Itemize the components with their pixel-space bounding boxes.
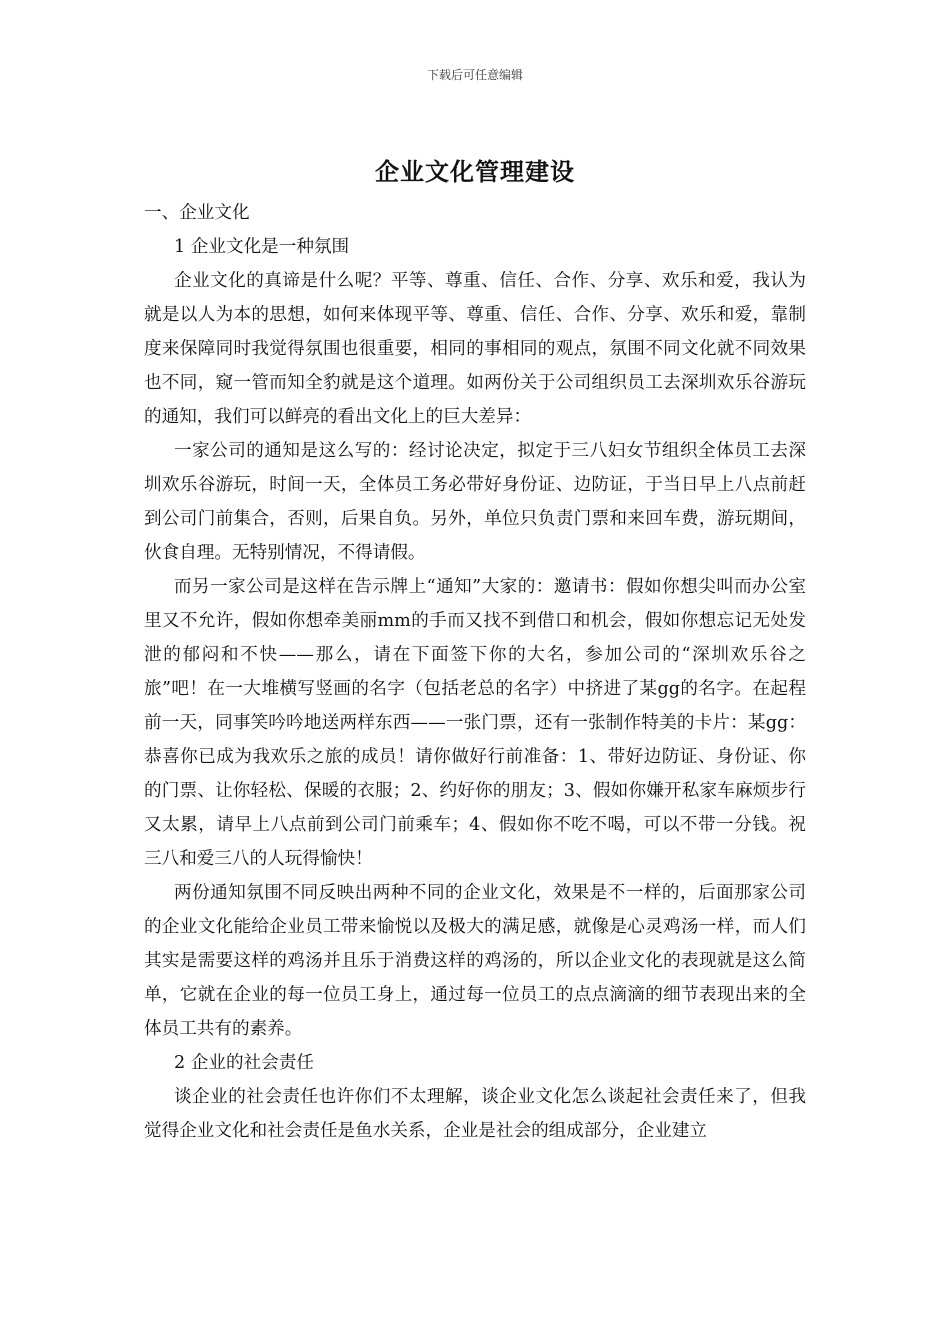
paragraph: 而另一家公司是这样在告示牌上“通知”大家的：邀请书：假如你想尖叫而办公室里又不允许，假如你想牵美丽mm的手而又找不到借口和机会，假如你想忘记无处发泄的郁闷和不快——那么，请在下面签下你的大名，参加公司的“深圳欢乐谷之旅”吧！在一大堆横写竖画的名字（包括老总的名字）中挤进了某gg的名字。在起程前一天，同事笑吟吟地送两样东西——一张门票，还有一张制作特美的卡片：某gg：恭喜你已成为我欢乐之旅的成员！请你做好行前准备：1、带好边防证、身份证、你的门票、让你轻松、保暖的衣服；2、约好你的朋友；3、假如你嫌开私家车麻烦步行又太累，请早上八点前到公司门前乘车；4、假如你不吃不喝，可以不带一分钱。祝三八和爱三八的人玩得愉快！ [144, 577, 806, 869]
paragraph: 一家公司的通知是这么写的：经讨论决定，拟定于三八妇女节组织全体员工去深圳欢乐谷游玩，时间一天，全体员工务必带好身份证、边防证，于当日早上八点前赶到公司门前集合，否则，后果自负。另外，单位只负责门票和来回车费，游玩期间，伙食自理。无特别情况，不得请假。 [144, 441, 806, 563]
subsection-heading: 2 企业的社会责任 [174, 1053, 314, 1073]
document-title: 企业文化管理建设 [375, 157, 575, 186]
paragraph: 两份通知氛围不同反映出两种不同的企业文化，效果是不一样的，后面那家公司的企业文化能给企业员工带来愉悦以及极大的满足感，就像是心灵鸡汤一样，而人们其实是需要这样的鸡汤并且乐于消费这样的鸡汤的，所以企业文化的表现就是这么简单，它就在企业的每一位员工身上，通过每一位员工的点点滴滴的细节表现出来的全体员工共有的素养。 [144, 883, 806, 1039]
header-note: 下载后可任意编辑 [426, 68, 523, 82]
section-heading: 一、企业文化 [144, 203, 250, 223]
subsection-heading: 1 企业文化是一种氛围 [174, 237, 350, 257]
paragraph: 谈企业的社会责任也许你们不太理解，谈企业文化怎么谈起社会责任来了，但我觉得企业文化和社会责任是鱼水关系，企业是社会的组成部分，企业建立 [144, 1087, 806, 1141]
document-body [144, 196, 806, 1148]
paragraph: 企业文化的真谛是什么呢？平等、尊重、信任、合作、分享、欢乐和爱，我认为就是以人为本的思想，如何来体现平等、尊重、信任、合作、分享、欢乐和爱，靠制度来保障同时我觉得氛围也很重要，相同的事相同的观点，氛围不同文化就不同效果也不同，窥一管而知全豹就是这个道理。如两份关于公司组织员工去深圳欢乐谷游玩的通知，我们可以鲜亮的看出文化上的巨大差异： [144, 271, 806, 427]
